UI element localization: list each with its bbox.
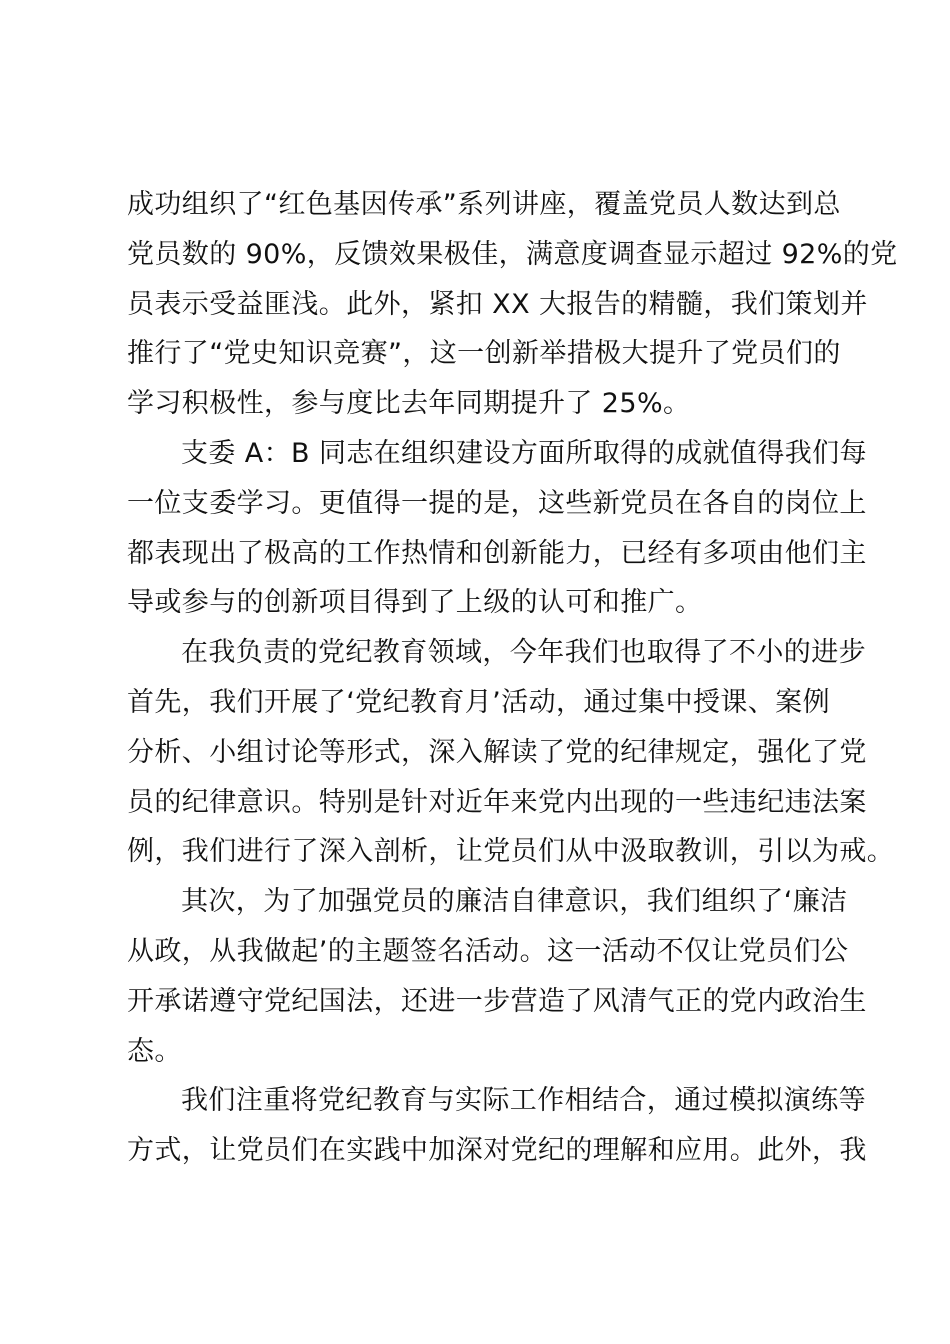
text-line: 党员数的 90%，反馈效果极佳，满意度调查显示超过 92%的党 [127, 238, 898, 270]
paragraph-start-line: 支委 A：B 同志在组织建设方面所取得的成就值得我们每 [181, 437, 867, 469]
text-line: 态。 [127, 1035, 182, 1067]
text-line: 导或参与的创新项目得到了上级的认可和推广。 [127, 587, 703, 619]
text-line: 例，我们进行了深入剖析，让党员们从中汲取教训，引以为戒。 [127, 836, 895, 868]
paragraph-start-line: 我们注重将党纪教育与实际工作相结合，通过模拟演练等 [181, 1085, 866, 1117]
text-line: 从政，从我做起’的主题签名活动。这一活动不仅让党员们公 [127, 935, 849, 967]
text-line: 员表示受益匪浅。此外，紧扣 XX 大报告的精髓，我们策划并 [127, 288, 868, 320]
text-line: 成功组织了“红色基因传承”系列讲座，覆盖党员人数达到总 [127, 189, 841, 220]
text-line: 首先，我们开展了‘党纪教育月’活动，通过集中授课、案例 [127, 686, 830, 718]
text-line: 员的纪律意识。特别是针对近年来党内出现的一些违纪违法案 [127, 786, 867, 818]
text-line: 开承诺遵守党纪国法，还进一步营造了风清气正的党内政治生 [127, 985, 867, 1017]
paragraph-start-line: 在我负责的党纪教育领域，今年我们也取得了不小的进步 [181, 637, 866, 669]
body-text [127, 180, 898, 1176]
text-line: 学习积极性，参与度比去年同期提升了 25%。 [127, 388, 691, 420]
text-line: 方式，让党员们在实践中加深对党纪的理解和应用。此外，我 [127, 1135, 867, 1167]
text-line: 都表现出了极高的工作热情和创新能力，已经有多项由他们主 [127, 537, 867, 569]
text-line: 分析、小组讨论等形式，深入解读了党的纪律规定，强化了党 [127, 736, 867, 768]
paragraph-start-line: 其次，为了加强党员的廉洁自律意识，我们组织了‘廉洁 [181, 886, 848, 918]
text-line: 推行了“党史知识竞赛”，这一创新举措极大提升了党员们的 [127, 338, 841, 370]
text-line: 一位支委学习。更值得一提的是，这些新党员在各自的岗位上 [127, 487, 867, 519]
